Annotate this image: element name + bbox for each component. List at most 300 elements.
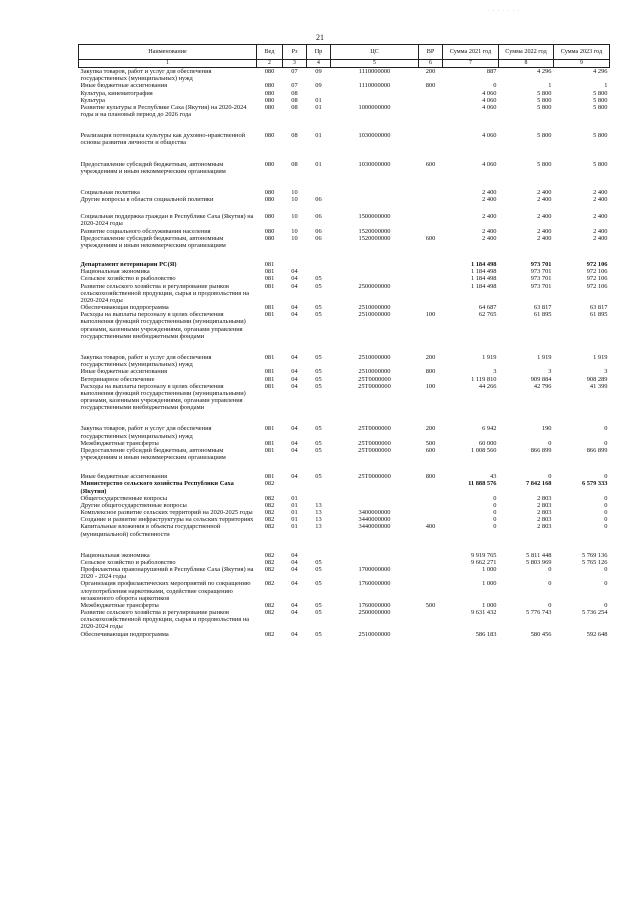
row-cs: 3440000000 <box>358 523 391 531</box>
row-sum-2021: 2 400 <box>482 188 497 196</box>
table-row <box>79 147 610 175</box>
row-pr: 05 <box>315 609 322 617</box>
row-rz: 04 <box>291 311 298 319</box>
row-vr: 200 <box>425 353 436 361</box>
row-ved: 080 <box>264 68 275 75</box>
row-pr: 05 <box>315 558 322 566</box>
row-pr: 06 <box>315 213 322 221</box>
row-rz: 01 <box>291 509 298 517</box>
row-sum-2022: 5 800 <box>537 160 552 168</box>
row-vr: 800 <box>425 82 436 90</box>
row-sum-2021: 2 400 <box>482 227 497 235</box>
row-vr: 200 <box>425 68 436 75</box>
table-row <box>79 559 610 566</box>
row-rz: 04 <box>291 304 298 312</box>
row-name: Закупка товаров, работ и услуг для обеспечения государственных (муниципальных) нужд <box>80 425 212 440</box>
row-vr: 500 <box>425 439 436 447</box>
row-ved: 080 <box>264 82 275 90</box>
row-rz: 01 <box>291 501 298 509</box>
row-sum-2021: 0 <box>493 523 497 531</box>
row-vr <box>419 538 443 559</box>
row-sum-2021: 3 <box>493 368 497 376</box>
row-cs <box>331 480 419 494</box>
row-sum-2022: 973 701 <box>530 275 552 283</box>
row-pr <box>307 480 331 494</box>
header-name: Наименование <box>79 45 257 60</box>
row-sum-2023: 0 <box>604 580 608 588</box>
row-sum-2023: 592 648 <box>586 630 608 638</box>
row-rz <box>283 249 307 268</box>
table-row <box>79 509 610 516</box>
row-vr: 600 <box>425 160 436 168</box>
row-ved: 081 <box>264 446 275 454</box>
row-sum-2022: 909 884 <box>530 375 552 383</box>
row-sum-2021: 2 400 <box>482 213 497 221</box>
row-rz: 04 <box>291 375 298 383</box>
row-rz: 10 <box>291 227 298 235</box>
row-rz: 08 <box>291 103 298 111</box>
row-sum-2023: 1 919 <box>593 353 608 361</box>
row-rz: 01 <box>291 523 298 531</box>
row-vr <box>419 97 443 104</box>
row-sum-2021: 1 008 560 <box>470 446 497 454</box>
row-sum-2022: 2 400 <box>537 213 552 221</box>
row-name: Расходы на выплаты персоналу в целях обеспечения выполнения функций государственными (муниципальными) органами, казенными учреждениями, органами управления государственными внебюджетными фондами <box>80 311 246 340</box>
row-sum-2022: 4 296 <box>537 68 552 75</box>
row-pr: 13 <box>315 501 322 509</box>
row-sum-2022: 2 803 <box>537 509 552 517</box>
table-row <box>79 235 610 249</box>
budget-table <box>78 44 610 638</box>
row-sum-2021: 9 662 271 <box>470 558 497 566</box>
row-sum-2023: 5 800 <box>593 96 608 104</box>
row-rz: 10 <box>291 188 298 196</box>
row-sum-2022: 0 <box>548 473 552 481</box>
row-sum-2022: 2 803 <box>537 494 552 502</box>
row-vr <box>419 90 443 97</box>
row-pr: 05 <box>315 368 322 376</box>
row-pr <box>307 90 331 97</box>
row-vr <box>419 268 443 275</box>
row-vr: 100 <box>425 382 436 390</box>
row-sum-2021: 1 184 498 <box>470 275 497 283</box>
row-ved: 082 <box>264 558 275 566</box>
row-sum-2023: 5 800 <box>593 160 608 168</box>
row-cs: 2510000000 <box>358 368 391 376</box>
row-cs: 2510000000 <box>358 630 391 638</box>
header-num-2: 2 <box>257 60 283 68</box>
row-sum-2023: 0 <box>604 523 608 531</box>
row-ved: 082 <box>264 523 275 531</box>
row-ved: 082 <box>264 566 275 574</box>
row-sum-2023: 5 800 <box>593 132 608 140</box>
row-ved: 082 <box>264 601 275 609</box>
row-pr: 13 <box>315 523 322 531</box>
row-cs: 2500000000 <box>358 282 391 290</box>
table-row <box>79 97 610 104</box>
row-name: Развитие сельского хозяйства и регулирование рынков сельскохозяйственной продукции, сырья и продовольствия на 2020-2024 годы <box>80 282 250 304</box>
row-vr <box>419 516 443 523</box>
row-sum-2023: 972 106 <box>586 282 608 290</box>
row-cs <box>331 175 419 196</box>
row-name: Капитальные вложения в объекты государственной (муниципальной) собственности <box>80 523 221 538</box>
row-rz: 08 <box>291 96 298 104</box>
row-cs: 2500000000 <box>358 609 391 617</box>
row-sum-2021: 1 919 <box>482 353 497 361</box>
row-cs: 3400000000 <box>358 509 391 517</box>
row-pr: 05 <box>315 353 322 361</box>
row-rz: 10 <box>291 196 298 204</box>
row-pr: 05 <box>315 446 322 454</box>
row-rz: 04 <box>291 566 298 574</box>
header-vr: ВР <box>419 45 443 60</box>
row-cs <box>331 559 419 566</box>
row-cs: 1760000000 <box>358 601 391 609</box>
row-ved: 080 <box>264 188 275 196</box>
row-ved: 081 <box>264 275 275 283</box>
row-cs: 25Т0000000 <box>358 439 391 447</box>
row-cs: 1030000000 <box>358 132 391 140</box>
row-rz: 08 <box>291 160 298 168</box>
row-name: Закупка товаров, работ и услуг для обеспечения государственных (муниципальных) нужд <box>80 68 212 83</box>
table-row <box>79 631 610 638</box>
row-sum-2022: 0 <box>548 566 552 574</box>
row-ved: 080 <box>264 103 275 111</box>
row-ved: 082 <box>264 501 275 509</box>
row-name: Расходы на выплаты персоналу в целях обеспечения выполнения функций государственными (муниципальными) органами, казенными учреждениями, органами управления государственными внебюджетными фондами <box>80 382 246 412</box>
row-cs: 2510000000 <box>358 311 391 319</box>
header-sum-2023: Сумма 2023 год <box>554 45 610 60</box>
row-sum-2022: 2 400 <box>537 196 552 204</box>
row-name: Национальная экономика <box>80 268 150 276</box>
row-name: Комплексное развитие сельских территорий на 2020-2025 годы <box>80 509 253 517</box>
row-sum-2023: 0 <box>604 494 608 502</box>
row-sum-2021: 1 184 498 <box>470 282 497 290</box>
row-pr: 13 <box>315 516 322 524</box>
row-ved: 080 <box>264 160 275 168</box>
row-cs <box>331 538 419 559</box>
row-cs <box>331 196 419 203</box>
table-row <box>79 283 610 305</box>
header-ved: Вед <box>257 45 283 60</box>
table-row <box>79 602 610 609</box>
row-sum-2023: 63 817 <box>589 304 608 312</box>
table-row <box>79 447 610 461</box>
row-sum-2022: 580 456 <box>530 630 552 638</box>
row-sum-2022: 5 800 <box>537 103 552 111</box>
row-sum-2021: 586 183 <box>475 630 497 638</box>
row-sum-2021: 6 942 <box>482 425 497 433</box>
row-sum-2023: 61 895 <box>589 311 608 319</box>
row-rz: 04 <box>291 282 298 290</box>
row-cs: 2510000000 <box>358 353 391 361</box>
row-cs <box>331 495 419 502</box>
row-ved: 081 <box>264 425 275 433</box>
row-rz: 10 <box>291 213 298 221</box>
row-name: Предоставление субсидий бюджетным, автономным учреждениям и иным некоммерческим организациям <box>80 234 226 249</box>
row-pr <box>307 249 331 268</box>
row-vr: 100 <box>425 311 436 319</box>
table-row <box>79 440 610 447</box>
row-sum-2022: 61 895 <box>533 311 552 319</box>
row-ved: 081 <box>264 439 275 447</box>
row-name: Реализация потенциала культуры как духовно-нравственной основы развития личности и общества <box>80 132 246 147</box>
row-vr <box>419 509 443 516</box>
row-sum-2023: 2 400 <box>593 188 608 196</box>
row-sum-2022: 2 400 <box>537 234 552 242</box>
row-name: Департамент ветеринарии РС(Я) <box>80 261 177 269</box>
row-sum-2023: 0 <box>604 509 608 517</box>
row-rz: 04 <box>291 446 298 454</box>
corner-mark: · · · · · · · <box>488 9 521 14</box>
row-rz: 04 <box>291 473 298 481</box>
row-name: Создание и развитие инфраструктуры на сельских территориях <box>80 516 254 524</box>
table-row <box>79 228 610 235</box>
row-sum-2021: 9 919 765 <box>470 551 497 559</box>
row-sum-2022: 1 919 <box>537 353 552 361</box>
table-row <box>79 82 610 89</box>
row-rz: 04 <box>291 268 298 276</box>
row-ved: 080 <box>264 96 275 104</box>
row-name: Национальная экономика <box>80 551 150 559</box>
row-sum-2022: 5 800 <box>537 132 552 140</box>
row-vr <box>419 559 443 566</box>
row-sum-2022: 973 701 <box>530 268 552 276</box>
header-rz: Рз <box>283 45 307 60</box>
row-vr <box>419 283 443 305</box>
row-sum-2022: 2 803 <box>537 516 552 524</box>
row-pr: 13 <box>315 509 322 517</box>
row-ved: 080 <box>264 234 275 242</box>
row-vr: 400 <box>425 523 436 531</box>
row-ved: 081 <box>264 382 275 390</box>
row-name: Развитие сельского хозяйства и регулирование рынков сельскохозяйственной продукции, сырья и продовольствия на 2020-2024 годы <box>80 609 250 631</box>
row-sum-2023: 3 <box>604 368 608 376</box>
row-cs <box>331 97 419 104</box>
row-sum-2022: 2 803 <box>537 501 552 509</box>
row-name: Межбюджетные трансферты <box>80 601 159 609</box>
row-pr: 05 <box>315 304 322 312</box>
row-sum-2021: 0 <box>493 501 497 509</box>
row-sum-2021: 887 <box>486 68 497 75</box>
row-sum-2021: 1 119 810 <box>471 375 497 383</box>
row-sum-2021: 0 <box>493 509 497 517</box>
row-pr: 05 <box>315 375 322 383</box>
row-cs: 1110000000 <box>358 82 391 90</box>
row-pr <box>307 538 331 559</box>
row-cs: 1700000000 <box>358 566 391 574</box>
row-cs <box>331 275 419 282</box>
row-vr <box>419 196 443 203</box>
row-sum-2022: 2 803 <box>537 523 552 531</box>
row-name: Профилактика правонарушений в Республике Саха (Якутия) на 2020 - 2024 годы <box>80 566 254 581</box>
table-row <box>79 304 610 311</box>
row-pr: 05 <box>315 439 322 447</box>
header-num-8: 8 <box>499 60 554 68</box>
row-sum-2023: 2 400 <box>593 213 608 221</box>
table-row <box>79 495 610 502</box>
row-sum-2023: 2 400 <box>593 227 608 235</box>
row-rz: 04 <box>291 630 298 638</box>
row-name: Иные бюджетные ассигнования <box>80 82 168 90</box>
table-row <box>79 461 610 480</box>
row-sum-2021: 11 888 576 <box>468 480 497 488</box>
row-sum-2023: 0 <box>604 473 608 481</box>
row-sum-2023: 972 106 <box>586 275 608 283</box>
table-row <box>79 118 610 146</box>
header-num-6: 6 <box>419 60 443 68</box>
row-pr: 05 <box>315 275 322 283</box>
row-sum-2023: 5 769 136 <box>581 551 608 559</box>
row-sum-2023: 4 296 <box>593 68 608 75</box>
row-sum-2023: 0 <box>604 566 608 574</box>
row-name: Другие вопросы в области социальной политики <box>80 196 214 204</box>
row-ved: 081 <box>264 304 275 312</box>
row-pr: 09 <box>315 68 322 75</box>
row-name: Закупка товаров, работ и услуг для обеспечения государственных (муниципальных) нужд <box>80 353 212 369</box>
row-pr: 05 <box>315 425 322 433</box>
row-cs <box>331 90 419 97</box>
row-pr: 05 <box>315 601 322 609</box>
table-row <box>79 516 610 523</box>
row-rz: 07 <box>291 68 298 75</box>
row-pr: 01 <box>315 132 322 140</box>
row-sum-2022: 1 <box>548 82 552 90</box>
row-sum-2022: 0 <box>548 580 552 588</box>
page-number: 21 <box>316 33 324 42</box>
row-rz: 04 <box>291 609 298 617</box>
row-rz: 08 <box>291 89 298 97</box>
row-ved: 082 <box>264 551 275 559</box>
row-vr <box>419 104 443 118</box>
header-num-3: 3 <box>283 60 307 68</box>
row-sum-2021: 2 400 <box>482 196 497 204</box>
row-pr: 01 <box>315 103 322 111</box>
table-row <box>79 411 610 439</box>
row-name: Социальная поддержка граждан в Республике Саха (Якутия) на 2020-2024 годы <box>80 213 254 228</box>
row-sum-2023: 2 400 <box>593 196 608 204</box>
row-name: Другие общегосударственные вопросы <box>80 501 187 509</box>
row-name: Организация профилактических мероприятий по сокращению злоупотребления наркотиками, содействие сокращению незаконного оборота наркотиков <box>80 580 251 602</box>
row-sum-2021: 44 266 <box>478 382 497 390</box>
row-vr: 800 <box>425 473 436 481</box>
row-vr: 600 <box>425 446 436 454</box>
row-name: Обеспечивающая подпрограмма <box>80 304 169 312</box>
row-ved: 081 <box>264 375 275 383</box>
row-sum-2023: 5 736 254 <box>581 609 608 617</box>
row-ved: 080 <box>264 227 275 235</box>
row-sum-2022: 0 <box>548 439 552 447</box>
row-vr <box>419 566 443 580</box>
row-sum-2022: 5 800 <box>537 96 552 104</box>
row-sum-2021: 2 400 <box>482 234 497 242</box>
row-cs: 25Т0000000 <box>358 425 391 433</box>
row-name: Сельское хозяйство и рыболовство <box>80 558 176 566</box>
row-sum-2021: 0 <box>493 82 497 90</box>
row-sum-2021: 4 060 <box>482 89 497 97</box>
table-header <box>79 45 610 68</box>
row-rz: 04 <box>291 425 298 433</box>
row-vr <box>419 228 443 235</box>
row-rz: 10 <box>291 234 298 242</box>
table-row <box>79 609 610 631</box>
row-ved: 082 <box>264 609 275 617</box>
row-vr <box>419 495 443 502</box>
row-name: Обеспечивающая подпрограмма <box>80 630 169 638</box>
row-pr: 05 <box>315 382 322 390</box>
row-vr <box>419 609 443 631</box>
row-vr <box>419 580 443 602</box>
row-rz: 01 <box>291 516 298 524</box>
row-sum-2023: 5 800 <box>593 103 608 111</box>
row-cs: 1520000000 <box>358 227 391 235</box>
row-sum-2021: 1 000 <box>482 580 497 588</box>
header-num-9: 9 <box>554 60 610 68</box>
row-rz: 04 <box>291 601 298 609</box>
row-ved: 081 <box>264 282 275 290</box>
table-row <box>79 249 610 268</box>
row-cs: 25Т0000000 <box>358 382 391 390</box>
row-vr <box>419 118 443 146</box>
row-name: Предоставление субсидий бюджетным, автономным учреждениям и иным некоммерческим организациям <box>80 446 226 462</box>
row-name: Иные бюджетные ассигнования <box>80 473 168 481</box>
row-vr: 800 <box>425 368 436 376</box>
row-sum-2021: 4 060 <box>482 103 497 111</box>
table-row <box>79 523 610 537</box>
row-sum-2022: 3 <box>548 368 552 376</box>
header-cs: ЦС <box>331 45 419 60</box>
row-vr <box>419 502 443 509</box>
row-pr: 06 <box>315 234 322 242</box>
row-cs: 25Т0000000 <box>358 446 391 454</box>
row-rz: 08 <box>291 132 298 140</box>
row-sum-2023: 972 106 <box>586 268 608 276</box>
row-rz: 04 <box>291 275 298 283</box>
row-ved: 081 <box>264 353 275 361</box>
row-sum-2022: 5 803 969 <box>525 558 552 566</box>
table-row <box>79 538 610 559</box>
row-vr <box>419 304 443 311</box>
row-sum-2023: 1 <box>604 82 608 90</box>
row-rz: 04 <box>291 368 298 376</box>
row-ved: 081 <box>264 268 275 276</box>
row-vr: 500 <box>425 601 436 609</box>
row-cs <box>331 268 419 275</box>
row-cs <box>331 249 419 268</box>
table-row <box>79 383 610 412</box>
row-sum-2022: 5 776 743 <box>525 609 552 617</box>
header-num-5: 5 <box>331 60 419 68</box>
row-pr: 05 <box>315 311 322 319</box>
row-cs: 1030000000 <box>358 160 391 168</box>
row-name: Предоставление субсидий бюджетным, автономным учреждениям и иным некоммерческим организациям <box>80 160 226 175</box>
row-cs: 1110000000 <box>358 68 391 75</box>
row-pr <box>307 268 331 275</box>
header-num-7: 7 <box>443 60 499 68</box>
row-sum-2023: 908 289 <box>586 375 608 383</box>
row-ved: 082 <box>264 516 275 524</box>
row-name: Иные бюджетные ассигнования <box>80 368 168 376</box>
row-sum-2021: 0 <box>493 516 497 524</box>
row-rz: 04 <box>291 439 298 447</box>
row-sum-2022: 0 <box>548 601 552 609</box>
row-sum-2022: 973 701 <box>530 282 552 290</box>
table-row <box>79 376 610 383</box>
row-pr: 05 <box>315 630 322 638</box>
row-sum-2023: 0 <box>604 501 608 509</box>
row-ved: 082 <box>264 480 275 488</box>
row-vr <box>419 480 443 494</box>
